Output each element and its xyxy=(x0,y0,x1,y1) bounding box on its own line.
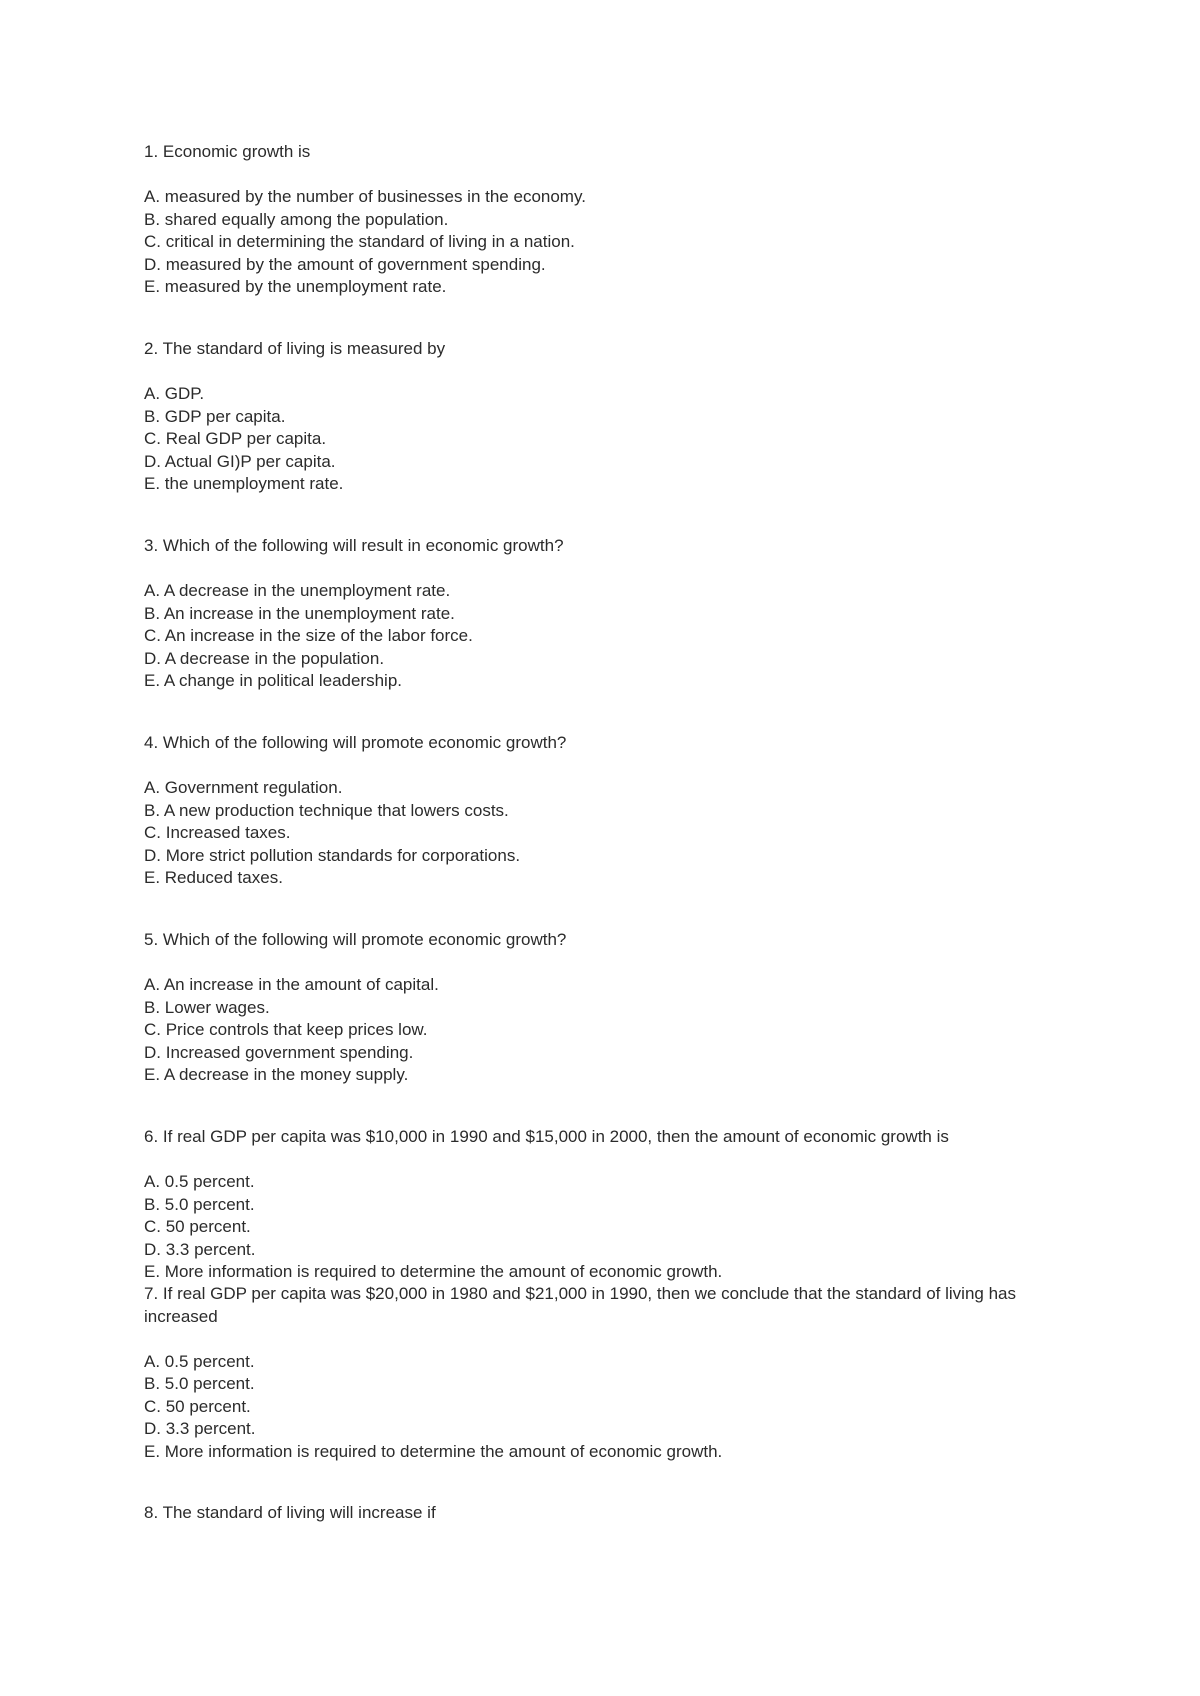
answer-option: B. Lower wages. xyxy=(144,997,270,1017)
question-stem: 1. Economic growth is xyxy=(144,142,311,161)
answer-option: C. An increase in the size of the labor force. xyxy=(144,626,473,645)
answer-option: D. Actual GI)P per capita. xyxy=(144,451,336,471)
answer-option: C. Increased taxes. xyxy=(144,823,291,842)
answer-option: B. A new production technique that lowers costs. xyxy=(144,800,509,820)
answer-option: D. Increased government spending. xyxy=(144,1042,414,1062)
answer-option: C. 50 percent. xyxy=(144,1217,251,1236)
question-7 xyxy=(144,1283,1064,1463)
answer-option: B. 5.0 percent. xyxy=(144,1374,255,1393)
question-8 xyxy=(144,1502,1064,1525)
answer-option: A. GDP. xyxy=(144,384,205,403)
answer-option: A. An increase in the amount of capital. xyxy=(144,975,439,994)
answer-option: B. An increase in the unemployment rate. xyxy=(144,603,455,623)
question-4 xyxy=(144,732,1064,890)
answer-option: D. measured by the amount of government spending. xyxy=(144,254,546,274)
answer-option: E. A decrease in the money supply. xyxy=(144,1065,409,1084)
question-3 xyxy=(144,535,1064,693)
answer-option: A. 0.5 percent. xyxy=(144,1172,255,1191)
answer-option: D. 3.3 percent. xyxy=(144,1419,256,1438)
question-stem: 4. Which of the following will promote economic growth? xyxy=(144,733,567,752)
answer-option: A. A decrease in the unemployment rate. xyxy=(144,581,451,600)
question-1 xyxy=(144,141,1064,299)
answer-option: A. measured by the number of businesses in the economy. xyxy=(144,187,586,206)
answer-option: E. More information is required to determine the amount of economic growth. xyxy=(144,1262,723,1281)
question-stem: 6. If real GDP per capita was $10,000 in 1990 and $15,000 in 2000, then the amount of economic growth is xyxy=(144,1127,949,1146)
answer-option: D. 3.3 percent. xyxy=(144,1239,256,1259)
answer-option: E. measured by the unemployment rate. xyxy=(144,277,447,296)
question-5 xyxy=(144,929,1064,1087)
answer-option: A. 0.5 percent. xyxy=(144,1351,255,1371)
question-stem: 2. The standard of living is measured by xyxy=(144,339,446,358)
answer-option: B. 5.0 percent. xyxy=(144,1194,255,1214)
question-6 xyxy=(144,1126,1064,1284)
answer-option: E. the unemployment rate. xyxy=(144,474,344,493)
answer-option: D. A decrease in the population. xyxy=(144,648,385,668)
answer-option: D. More strict pollution standards for corporations. xyxy=(144,845,521,865)
question-stem: 3. Which of the following will result in economic growth? xyxy=(144,536,564,555)
question-stem: 7. If real GDP per capita was $20,000 in 1980 and $21,000 in 1990, then we conclude that the standard of living has increased xyxy=(144,1284,1017,1326)
answer-option: E. Reduced taxes. xyxy=(144,868,283,887)
answer-option: E. A change in political leadership. xyxy=(144,671,403,690)
question-stem: 5. Which of the following will promote economic growth? xyxy=(144,930,567,949)
answer-option: C. Price controls that keep prices low. xyxy=(144,1020,428,1039)
answer-option: E. More information is required to determine the amount of economic growth. xyxy=(144,1441,723,1461)
answer-option: A. Government regulation. xyxy=(144,778,343,797)
answer-option: C. Real GDP per capita. xyxy=(144,429,327,448)
question-2 xyxy=(144,338,1064,496)
question-stem: 8. The standard of living will increase if xyxy=(144,1503,436,1522)
answer-option: C. 50 percent. xyxy=(144,1396,251,1416)
answer-option: B. shared equally among the population. xyxy=(144,209,449,229)
answer-option: C. critical in determining the standard of living in a nation. xyxy=(144,232,575,251)
answer-option: B. GDP per capita. xyxy=(144,406,286,426)
